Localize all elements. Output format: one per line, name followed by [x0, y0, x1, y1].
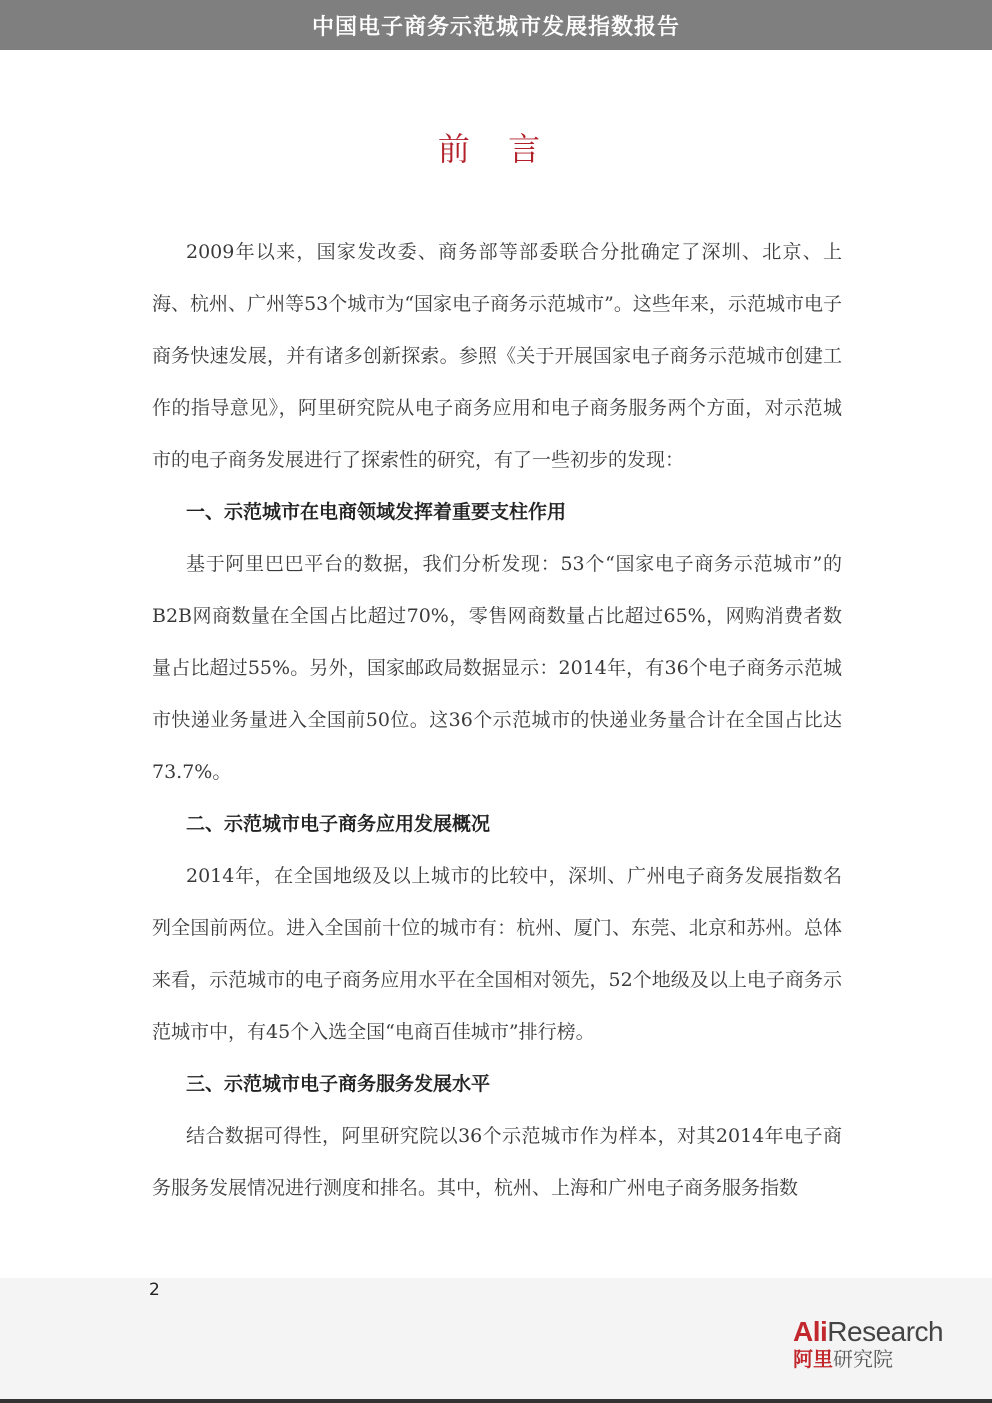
- intro-paragraph: 2009年以来，国家发改委、商务部等部委联合分批确定了深圳、北京、上海、杭州、广州等53个城市为“国家电子商务示范城市”。这些年来，示范城市电子商务快速发展，并有诸多创新探索。参照《关于开展国家电子商务示范城市创建工作的指导意见》，阿里研究院从电子商务应用和电子商务服务两个方面，对示范城市的电子商务发展进行了探索性的研究，有了一些初步的发现：: [152, 241, 842, 471]
- page-title: 前 言: [437, 130, 555, 168]
- section-heading: 二、示范城市电子商务应用发展概况: [186, 813, 491, 835]
- section-paragraph: 基于阿里巴巴平台的数据，我们分析发现：53个“国家电子商务示范城市”的B2B网商数量在全国占比超过70%，零售网商数量占比超过65%，网购消费者数量占比超过55%。另外，国家邮政局数据显示：2014年，有36个电子商务示范城市快递业务量进入全国前50位。这36个示范城市的快递业务量合计在全国占比达73.7%。: [152, 553, 842, 783]
- document-body: [152, 226, 842, 1214]
- section-heading: 一、示范城市在电商领域发挥着重要支柱作用: [186, 501, 567, 523]
- header-bar: [0, 0, 992, 50]
- section-paragraph: 结合数据可得性，阿里研究院以36个示范城市作为样本，对其2014年电子商务服务发展情况进行测度和排名。其中，杭州、上海和广州电子商务服务指数: [152, 1125, 842, 1199]
- aliresearch-logo: [793, 1318, 983, 1378]
- bottom-border: [0, 1399, 992, 1403]
- section-paragraph: 2014年，在全国地级及以上城市的比较中，深圳、广州电子商务发展指数名列全国前两位。进入全国前十位的城市有：杭州、厦门、东莞、北京和苏州。总体来看，示范城市的电子商务应用水平在全国相对领先，52个地级及以上电子商务示范城市中，有45个入选全国“电商百佳城市”排行榜。: [152, 865, 842, 1043]
- page-number: 2: [149, 1280, 160, 1300]
- section-heading: 三、示范城市电子商务服务发展水平: [186, 1073, 491, 1095]
- logo-english: AliResearch: [793, 1316, 944, 1347]
- logo-chinese: 阿里研究院: [793, 1347, 893, 1371]
- report-title: 中国电子商务示范城市发展指数报告: [311, 14, 680, 40]
